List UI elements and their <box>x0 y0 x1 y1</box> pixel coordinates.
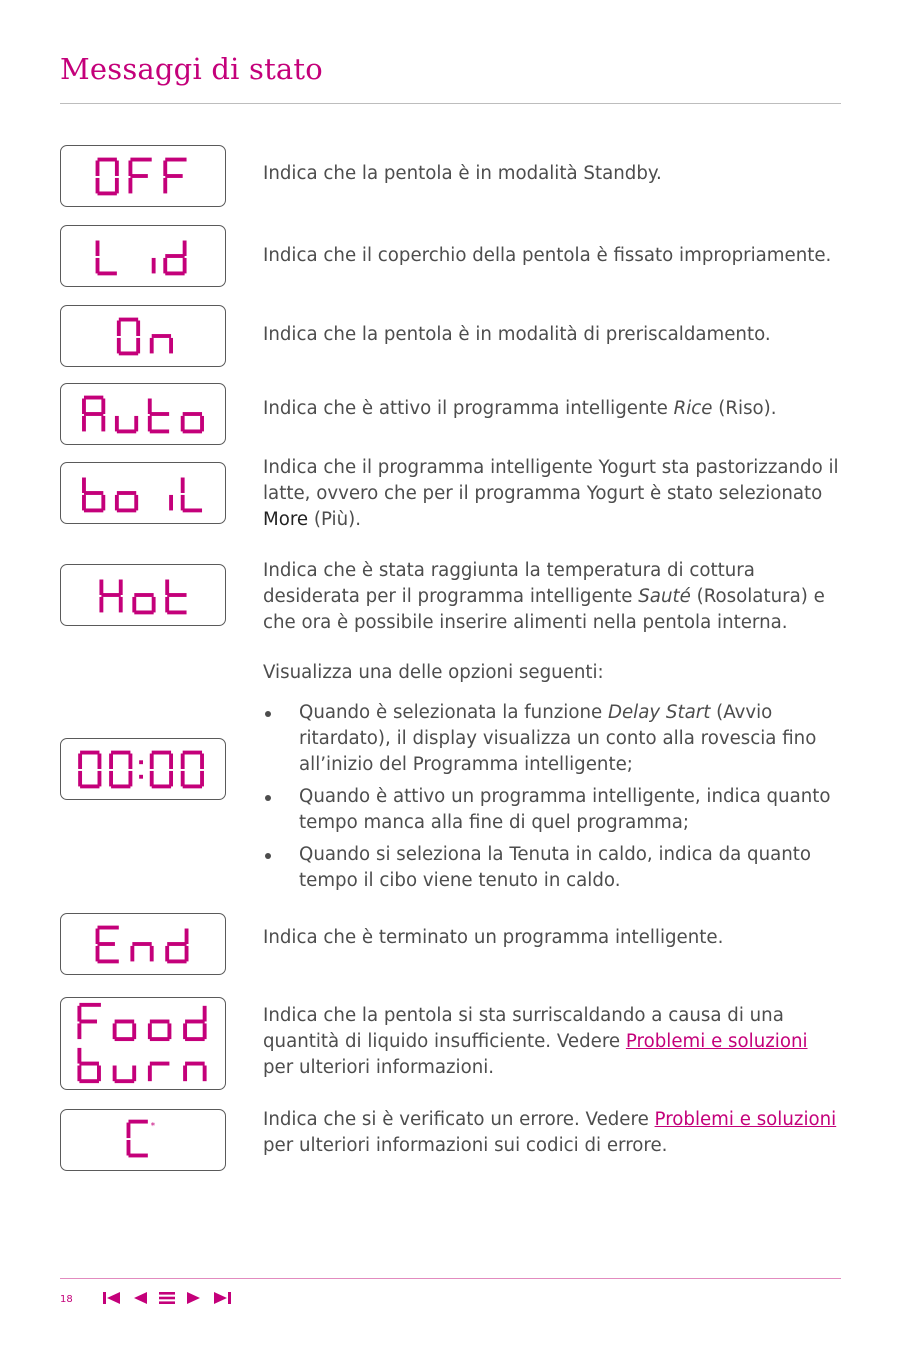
list-item: Quando è attivo un programma intelligente, indica quanto tempo manca alla fine di quel programma; <box>263 784 843 836</box>
lcd-display-end <box>60 913 226 975</box>
message-description-on: Indica che la pentola è in modalità di preriscaldamento. <box>263 324 771 345</box>
lcd-display-hot <box>60 564 226 626</box>
last-page-icon[interactable] <box>212 1290 232 1306</box>
troubleshooting-link[interactable]: Problemi e soluzioni <box>625 1031 808 1052</box>
menu-icon[interactable] <box>158 1290 176 1306</box>
next-page-icon[interactable] <box>186 1290 202 1306</box>
footer-divider <box>60 1278 841 1279</box>
list-item: Quando è selezionata la funzione Delay Start (Avvio ritardato), il display visualizza un conto alla rovescia fino all’inizio del Programma intelligente; <box>263 700 843 778</box>
list-item: Quando si seleziona la Tenuta in caldo, indica da quanto tempo il cibo viene tenuto in caldo. <box>263 842 843 894</box>
message-description-off: Indica che la pentola è in modalità Standby. <box>263 163 662 184</box>
message-description-boil: Indica che il programma intelligente Yogurt sta pastorizzando il latte, ovvero che per il programma Yogurt è stato selezionato More (Più). <box>263 457 839 530</box>
title-divider <box>60 103 841 104</box>
lcd-display-on <box>60 305 226 367</box>
first-page-icon[interactable] <box>102 1290 122 1306</box>
lcd-display-error <box>60 1109 226 1171</box>
message-description-auto: Indica che è attivo il programma intelligente Rice (Riso). <box>263 398 777 419</box>
message-description-timer: Visualizza una delle opzioni seguenti: Quando è selezionata la funzione Delay Start (Avvio ritardato), il display visualizza un conto alla rovescia fino all’inizio del Programma intelligente; Quando è attivo un programma intelligente, indica quanto tempo manca alla fine di quel programma; Quando si seleziona la Tenuta in caldo, indica da quanto tempo il cibo viene tenuto in caldo. <box>263 660 843 900</box>
timer-options-list <box>263 700 843 894</box>
lcd-display-auto <box>60 383 226 445</box>
troubleshooting-link[interactable]: Problemi e soluzioni <box>654 1109 837 1130</box>
message-description-end: Indica che è terminato un programma intelligente. <box>263 927 724 948</box>
previous-page-icon[interactable] <box>132 1290 148 1306</box>
message-description-food-burn: Indica che la pentola si sta surriscaldando a causa di una quantità di liquido insufficiente. Vedere Problemi e soluzioni per ulteriori informazioni. <box>263 1005 808 1078</box>
message-description-lid: Indica che il coperchio della pentola è fissato impropriamente. <box>263 245 832 266</box>
page-title: Messaggi di stato <box>60 52 323 86</box>
message-description-error: Indica che si è verificato un errore. Vedere Problemi e soluzioni per ulteriori informazioni sui codici di errore. <box>263 1109 837 1156</box>
message-description-hot: Indica che è stata raggiunta la temperatura di cottura desiderata per il programma intelligente Sauté (Rosolatura) e che ora è possibile inserire alimenti nella pentola interna. <box>263 560 825 633</box>
lcd-display-timer <box>60 738 226 800</box>
lcd-display-food-burn <box>60 997 226 1090</box>
lcd-display-lid <box>60 225 226 287</box>
svg-text:*: * <box>150 1121 156 1132</box>
page-navigation <box>102 1290 232 1306</box>
lcd-display-boil <box>60 462 226 524</box>
page-number: 18 <box>60 1294 73 1305</box>
lcd-display-off <box>60 145 226 207</box>
